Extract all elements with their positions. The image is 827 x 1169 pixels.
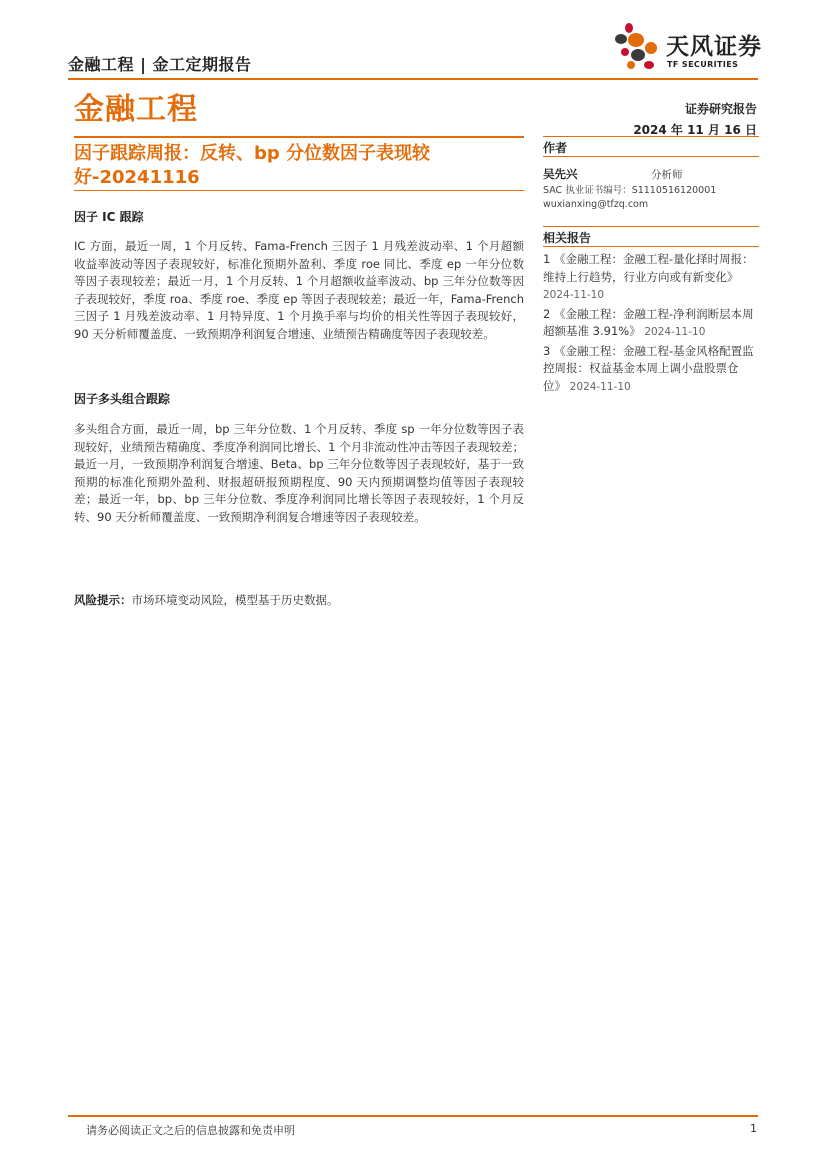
footer-rule bbox=[68, 1115, 758, 1117]
risk-text: 市场环境变动风险，模型基于历史数据。 bbox=[131, 593, 339, 607]
section-body-long: 多头组合方面，最近一周，bp 三年分位数、1 个月反转、季度 sp 一年分位数等因子表现较好，业绩预告精确度、季度净利润同比增长、1 个月非流动性冲击等因子表现较差；最近一月，一致预期净利润复合增速、Beta、bp 三年分位数等因子表现较好，基于一致预期的标准化预期外盈利、财报超研报预期程度、90 天内预期调整均值等因子表现较差；最近一年，bp、bp 三年分位数、季度净利润同比增长等因子表现较好，1 个月反转、90 天分析师覆盖度、一致预期净利润复合增速等因子表现较差。 bbox=[74, 422, 524, 524]
related-report-title: 1 《金融工程：金融工程-量化择时周报：维持上行趋势，行业方向或有新变化》 bbox=[543, 252, 754, 284]
related-report-item[interactable] bbox=[543, 306, 759, 342]
related-report-date: 2024-11-10 bbox=[543, 289, 605, 301]
report-date: 2024 年 11 月 16 日 bbox=[633, 123, 757, 137]
section-heading-long: 因子多头组合跟踪 bbox=[74, 392, 171, 406]
footer-disclaimer: 请务必阅读正文之后的信息披露和免责申明 bbox=[86, 1124, 295, 1137]
sidebar bbox=[543, 136, 759, 397]
company-logo bbox=[608, 22, 768, 72]
risk-note bbox=[74, 592, 339, 608]
report-title: 因子跟踪周报：反转、bp 分位数因子表现较好-20241116 bbox=[74, 143, 431, 188]
logo-text-cn: 天风证券 bbox=[666, 34, 762, 60]
related-report-date: 2024-11-10 bbox=[569, 380, 631, 393]
risk-label: 风险提示： bbox=[74, 593, 132, 607]
author-heading: 作者 bbox=[543, 136, 759, 157]
logo-text-en: TF SECURITIES bbox=[667, 60, 739, 69]
author-cert: SAC 执业证书编号：S1110516120001 bbox=[543, 185, 717, 196]
section-body-ic: IC 方面，最近一周，1 个月反转、Fama-French 三因子 1 月残差波动率、1 个月超额收益率波动等因子表现较好，标准化预期外盈利、季度 roe 同比、季度 ep 一年分位数等因子表现较差；最近一月，1 个月反转、1 个月超额收益率波动、bp 三年分位数等因子表现较好，季度 roa、季度 roe、季度 ep 等因子表现较差；最近一年，Fama-French 三因子 1 月残差波动率、1 月特异度、1 个月换手率与均价的相关性等因子表现较好，90 天分析师覆盖度、一致预期净利润复合增速、业绩预告精确度等因子表现较差。 bbox=[74, 239, 524, 341]
related-report-item[interactable] bbox=[543, 251, 759, 305]
related-report-item[interactable] bbox=[543, 343, 759, 397]
tf-logo-icon bbox=[608, 22, 664, 72]
page-number: 1 bbox=[750, 1122, 757, 1135]
section-heading-ic: 因子 IC 跟踪 bbox=[74, 210, 144, 224]
related-report-title: 2 《金融工程：金融工程-净利润断层本周超额基准 3.91%》 bbox=[543, 306, 754, 338]
author-role: 分析师 bbox=[651, 169, 683, 181]
author-email[interactable]: wuxianxing@tfzq.com bbox=[543, 199, 649, 210]
author-name: 吴先兴 bbox=[543, 167, 578, 181]
section-big-title: 金融工程 bbox=[74, 92, 198, 127]
author-row bbox=[543, 163, 759, 182]
header-category: 金融工程 | 金工定期报告 bbox=[68, 55, 252, 74]
related-report-date: 2024-11-10 bbox=[644, 326, 706, 338]
report-type: 证券研究报告 bbox=[684, 102, 757, 116]
title-rule-top bbox=[74, 136, 524, 138]
related-report-title: 3 《金融工程：金融工程-基金风格配置监控周报：权益基金本周上调小盘股票仓位》 bbox=[543, 343, 754, 393]
header-rule bbox=[68, 78, 758, 80]
related-heading: 相关报告 bbox=[543, 226, 759, 247]
title-rule-bottom bbox=[74, 190, 524, 191]
